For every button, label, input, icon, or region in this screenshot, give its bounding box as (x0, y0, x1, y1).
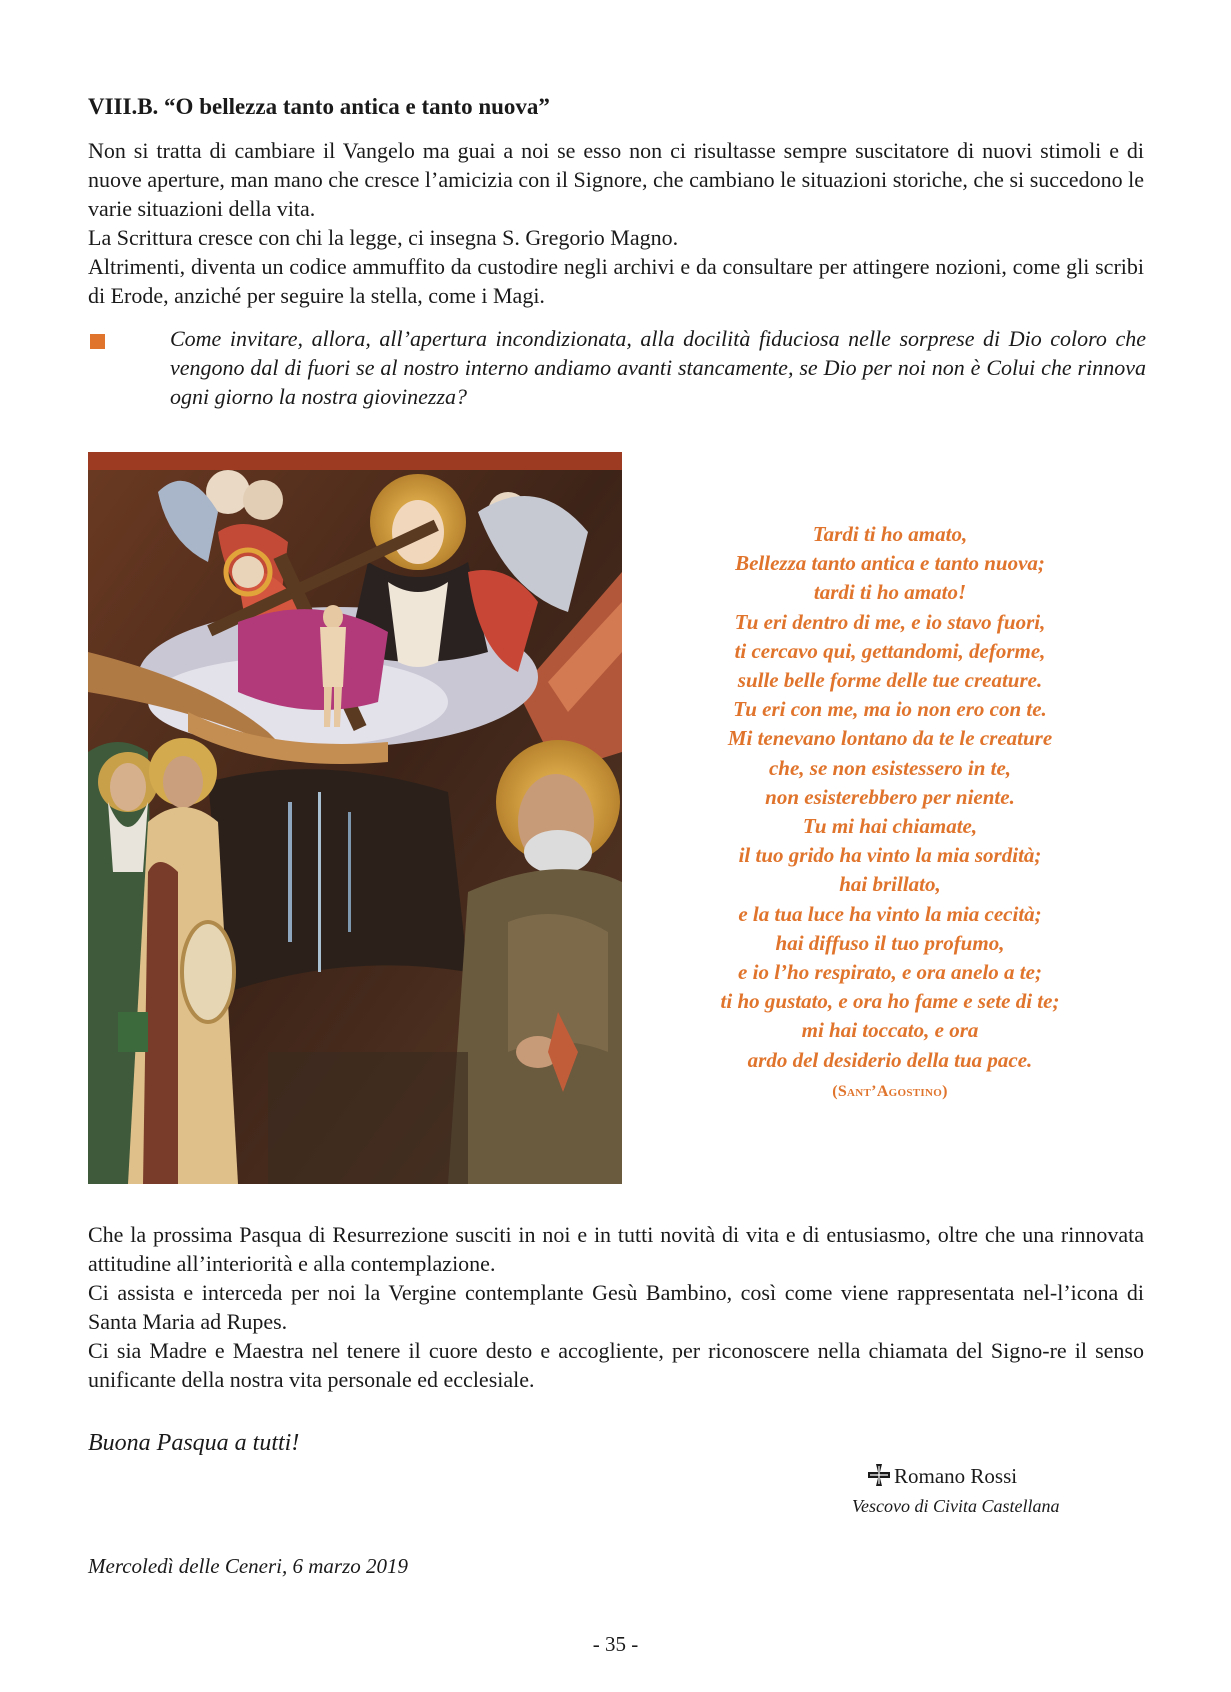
poem-line: mi hai toccato, e ora (801, 1018, 979, 1043)
square-bullet-icon (90, 334, 105, 349)
poem-line: sulle belle forme delle tue creature. (737, 668, 1043, 693)
poem-line: il tuo grido ha vinto la mia sordità; (738, 843, 1042, 868)
poem-line: tardi ti ho amato! (813, 580, 967, 605)
section-heading: VIII.B. “O bellezza tanto antica e tanto nuova” (88, 94, 550, 119)
intro-paragraph: Non si tratta di cambiare il Vangelo ma guai a noi se esso non ci risultasse sempre suscitatore di nuovi stimoli e di nuove aperture, man mano che cresce l’amicizia con il Signore, che cambiano le situazioni storiche, che si succedono le varie situazioni della vita. (88, 138, 1144, 221)
signature (868, 1462, 1017, 1490)
closing-paragraph: Che la prossima Pasqua di Resurrezione susciti in noi e in tutti novità di vita e di entusiasmo, oltre che una rinnovata attitudine all’interiorità e alla contemplazione. (88, 1222, 1144, 1276)
signature-title: Vescovo di Civita Castellana (852, 1496, 1060, 1516)
poem-line: che, se non esistessero in te, (768, 755, 1012, 780)
poem-line: ti ho gustato, e ora ho fame e sete di te; (720, 989, 1060, 1014)
poem-line: ardo del desiderio della tua pace. (747, 1047, 1033, 1072)
poem-line: Bellezza tanto antica e tanto nuova; (735, 551, 1045, 576)
poem-line: Tu eri dentro di me, e io stavo fuori, (734, 609, 1046, 634)
poem-line: hai diffuso il tuo profumo, (775, 930, 1005, 955)
easter-greeting: Buona Pasqua a tutti! (88, 1430, 300, 1456)
intro-paragraph: Altrimenti, diventa un codice ammuffito da custodire negli archivi e da consultare per attingere nozioni, come gli scribi di Erode, anziché per seguire la stella, come i Magi. (88, 254, 1144, 308)
poem-line: Mi tenevano lontano da te le creature (727, 726, 1053, 751)
closing-text (88, 1220, 1144, 1394)
poem-line: non esisterebbero per niente. (765, 784, 1015, 809)
date-line: Mercoledì delle Ceneri, 6 marzo 2019 (88, 1554, 408, 1578)
poem-line: hai brillato, (839, 872, 941, 897)
page-number: - 35 - (592, 1632, 639, 1656)
poem-line: ti cercavo qui, gettandomi, deforme, (734, 638, 1046, 663)
cross-pattee-icon (868, 1464, 890, 1486)
poem-line: Tu mi hai chiamate, (802, 814, 978, 839)
closing-paragraph: Ci assista e interceda per noi la Vergine contemplante Gesù Bambino, così come viene rappresentata nel-l’icona di Santa Maria ad Rupes. (88, 1280, 1144, 1334)
fresco-painting-image (88, 452, 622, 1184)
closing-paragraph: Ci sia Madre e Maestra nel tenere il cuore desto e accogliente, per riconoscere nella chiamata del Signo-re il senso unificante della nostra vita personale ed ecclesiale. (88, 1338, 1144, 1392)
poem-line: e io l’ho respirato, e ora anelo a te; (738, 960, 1042, 985)
signature-name: Romano Rossi (894, 1464, 1018, 1488)
intro-paragraph: La Scrittura cresce con chi la legge, ci insegna S. Gregorio Magno. (88, 225, 679, 250)
poem-line: Tardi ti ho amato, (812, 522, 968, 546)
poem-attribution: (Sant’Agostino) (832, 1082, 948, 1100)
poem (640, 520, 1140, 1106)
poem-line: Tu eri con me, ma io non ero con te. (733, 697, 1047, 722)
intro-text (88, 136, 1144, 310)
reflection-question: Come invitare, allora, all’apertura incondizionata, alla docilità fiduciosa nelle sorprese di Dio coloro che vengono dal di fuori se al nostro interno andiamo avanti stancamente, se Dio per noi non è Colui che rinnova ogni giorno la nostra giovinezza? (170, 326, 1146, 409)
poem-line: e la tua luce ha vinto la mia cecità; (738, 901, 1042, 926)
